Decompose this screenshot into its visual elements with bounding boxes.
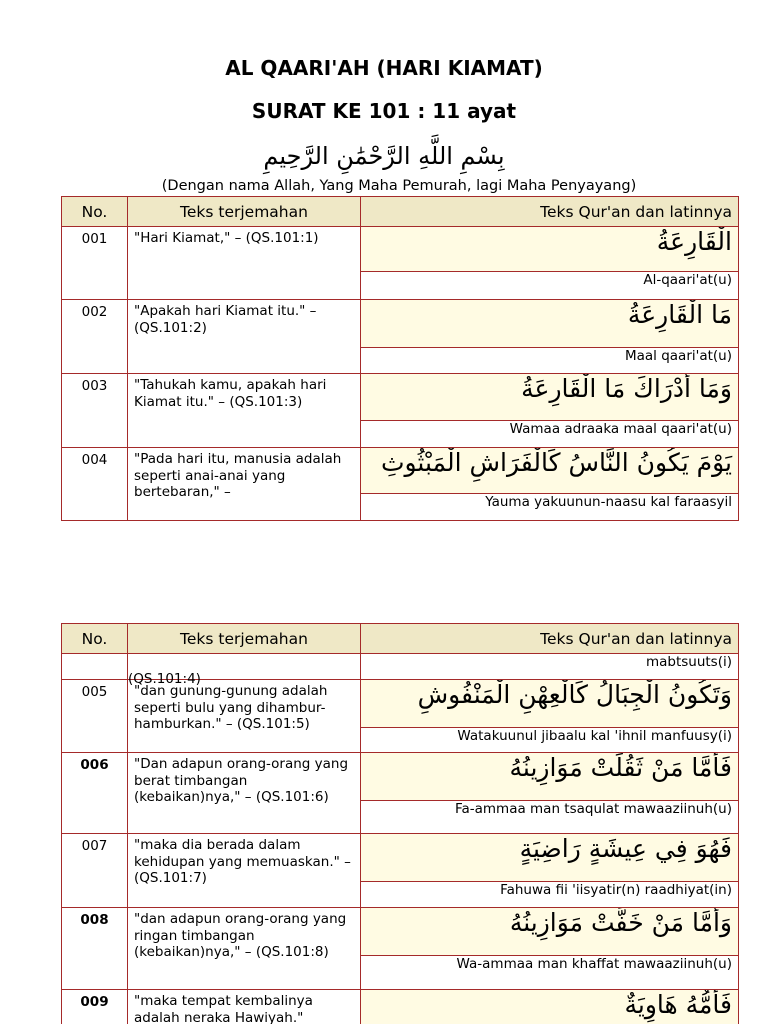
verse-arabic: مَا الْقَارِعَةُ: [361, 300, 739, 348]
table-row: [62, 990, 739, 1024]
verse-number: 008: [62, 908, 128, 990]
verse-translation: "Apakah hari Kiamat itu." – (QS.101:2): [128, 300, 361, 374]
table-row: [62, 834, 739, 882]
verse-arabic: الْقَارِعَةُ: [361, 227, 739, 272]
verse-arabic: وَأَمَّا مَنْ خَفَّتْ مَوَازِينُهُ: [361, 908, 739, 956]
header-translation: Teks terjemahan: [128, 197, 361, 227]
verse-translation: "Pada hari itu, manusia adalah seperti anai-anai yang bertebaran," –: [128, 448, 361, 521]
verse-latin: Al-qaari'at(u): [361, 272, 739, 300]
verse-number: 006: [62, 753, 128, 834]
verse-arabic: فَأَمَّا مَنْ ثَقُلَتْ مَوَازِينُهُ: [361, 753, 739, 801]
surah-subtitle: SURAT KE 101 : 11 ayat: [251, 99, 517, 123]
empty-cell: [62, 654, 128, 680]
verse-translation: "Dan adapun orang-orang yang berat timbangan (kebaikan)nya," – (QS.101:6): [128, 753, 361, 834]
verse-arabic: يَوْمَ يَكُونُ النَّاسُ كَالْفَرَاشِ الْمَبْثُوثِ: [361, 448, 739, 494]
verse-arabic: وَتَكُونُ الْجِبَالُ كَالْعِهْنِ الْمَنْفُوشِ: [361, 680, 739, 728]
verse-latin: Wamaa adraaka maal qaari'at(u): [361, 421, 739, 448]
table-header-row: [62, 624, 739, 654]
verse-latin: mabtsuuts(i): [361, 654, 739, 680]
table-row: [62, 753, 739, 801]
header-no: No.: [62, 197, 128, 227]
header-no: No.: [62, 624, 128, 654]
verse-arabic: وَمَا أَدْرَاكَ مَا الْقَارِعَةُ: [361, 374, 739, 421]
table-row: [62, 448, 739, 494]
verse-table-1: [61, 196, 739, 521]
verse-translation: "maka dia berada dalam kehidupan yang memuaskan." – (QS.101:7): [128, 834, 361, 908]
table-row: [62, 300, 739, 348]
table-header-row: [62, 197, 739, 227]
verse-translation: "Tahukah kamu, apakah hari Kiamat itu." – (QS.101:3): [128, 374, 361, 448]
verse-translation: "maka tempat kembalinya adalah neraka Hawiyah.": [128, 990, 361, 1024]
basmalah-arabic: بِسْمِ اللَّهِ الرَّحْمَٰنِ الرَّحِيمِ: [263, 142, 505, 170]
header-translation: Teks terjemahan: [128, 624, 361, 654]
table-row: [62, 227, 739, 272]
verse-latin: Yauma yakuunun-naasu kal faraasyil: [361, 494, 739, 521]
verse-latin: Maal qaari'at(u): [361, 348, 739, 374]
basmalah-translation: (Dengan nama Allah, Yang Maha Pemurah, lagi Maha Penyayang): [161, 178, 637, 194]
surah-title: AL QAARI'AH (HARI KIAMAT): [225, 56, 543, 80]
verse-number: 009: [62, 990, 128, 1024]
verse-translation: "dan adapun orang-orang yang ringan timbangan (kebaikan)nya," – (QS.101:8): [128, 908, 361, 990]
verse-latin: Fahuwa fii 'iisyatir(n) raadhiyat(in): [361, 882, 739, 908]
verse-translation: "dan gunung-gunung adalah seperti bulu yang dihambur-hamburkan." – (QS.101:5): [128, 680, 361, 753]
header-quran: Teks Qur'an dan latinnya: [361, 197, 739, 227]
verse-latin: Wa-ammaa man khaffat mawaaziinuh(u): [361, 956, 739, 990]
verse-number: 005: [62, 680, 128, 753]
verse-number: 002: [62, 300, 128, 374]
verse-number: 001: [62, 227, 128, 300]
table-row: [62, 374, 739, 421]
table-row: [62, 908, 739, 956]
verse-latin: Watakuunul jibaalu kal 'ihnil manfuusy(i): [361, 728, 739, 753]
verse-latin: Fa-ammaa man tsaqulat mawaaziinuh(u): [361, 801, 739, 834]
verse-arabic: فَأُمُّهُ هَاوِيَةٌ: [361, 990, 739, 1024]
verse-reference-overlap: (QS.101:4): [128, 671, 201, 687]
verse-number: 004: [62, 448, 128, 521]
verse-translation: "Hari Kiamat," – (QS.101:1): [128, 227, 361, 300]
verse-arabic: فَهُوَ فِي عِيشَةٍ رَاضِيَةٍ: [361, 834, 739, 882]
verse-number: 003: [62, 374, 128, 448]
header-quran: Teks Qur'an dan latinnya: [361, 624, 739, 654]
verse-number: 007: [62, 834, 128, 908]
